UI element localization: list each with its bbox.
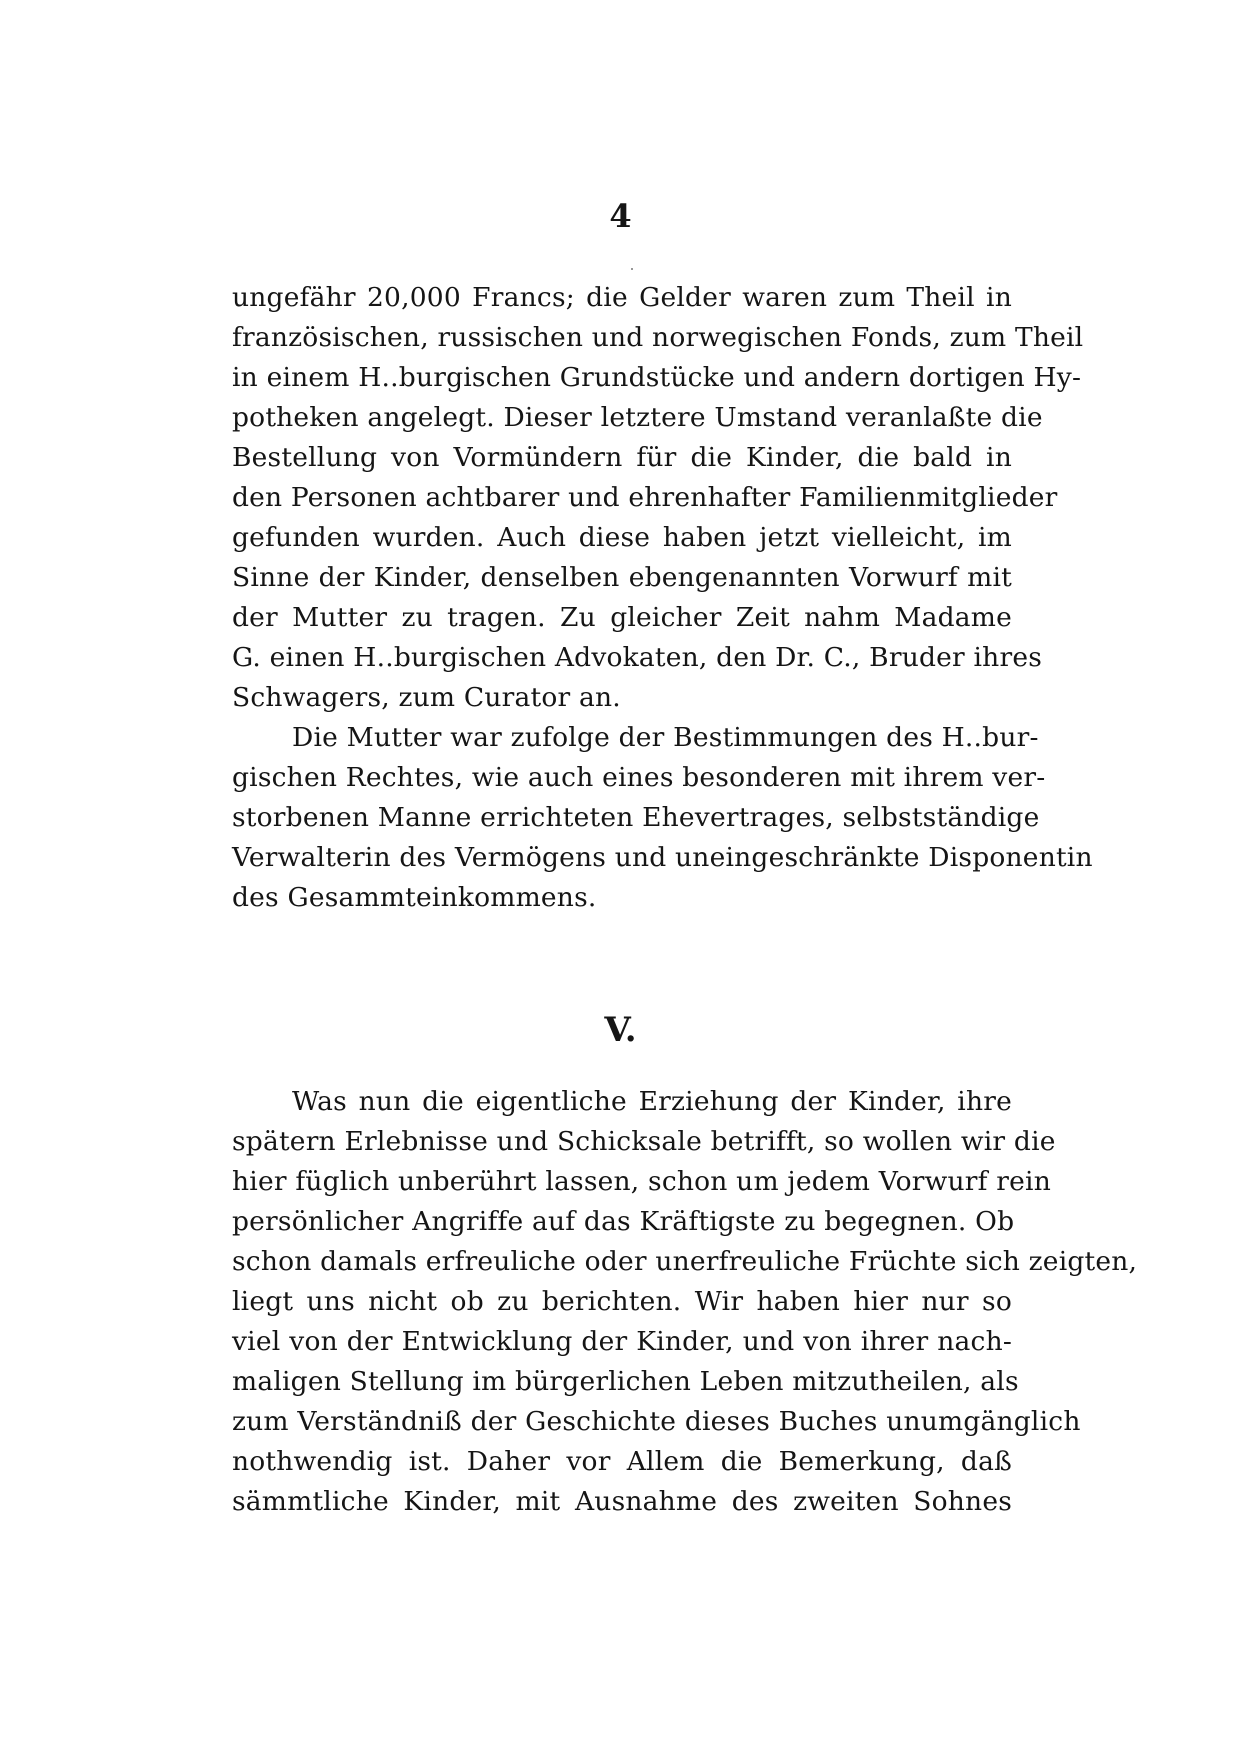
text-line: potheken angelegt. Dieser letztere Umstand veranlaßte die: [232, 402, 1043, 433]
page-number: 4: [609, 197, 632, 235]
text-line: storbenen Manne errichteten Ehevertrages, selbstständige: [232, 802, 1040, 833]
text-line: Sinne der Kinder, denselben ebengenannten Vorwurf mit: [232, 562, 1012, 593]
text-line: hier füglich unberührt lassen, schon um jedem Vorwurf rein: [232, 1166, 1051, 1197]
text-line: G. einen H..burgischen Advokaten, den Dr. C., Bruder ihres: [232, 642, 1043, 673]
text-line: französischen, russischen und norwegischen Fonds, zum Theil: [232, 322, 1084, 353]
text-line: Die Mutter war zufolge der Bestimmungen des H..bur-: [292, 722, 1039, 753]
text-line: zum Verständniß der Geschichte dieses Buches unumgänglich: [232, 1406, 1081, 1437]
speck: [631, 268, 633, 270]
text-line: gischen Rechtes, wie auch eines besonderen mit ihrem ver-: [232, 762, 1046, 793]
text-line: des Gesammteinkommens.: [232, 882, 597, 913]
text-line: Bestellung von Vormündern für die Kinder, die bald in: [232, 442, 1012, 473]
paragraph-block-2: [232, 1082, 1138, 1522]
text-line: spätern Erlebnisse und Schicksale betrifft, so wollen wir die: [232, 1126, 1056, 1157]
paragraph-block-1: [232, 278, 1093, 918]
text-line: sämmtliche Kinder, mit Ausnahme des zweiten Sohnes: [232, 1486, 1012, 1517]
text-line: Was nun die eigentliche Erziehung der Kinder, ihre: [292, 1086, 1012, 1117]
text-line: der Mutter zu tragen. Zu gleicher Zeit nahm Madame: [232, 602, 1012, 633]
text-line: ungefähr 20,000 Francs; die Gelder waren zum Theil in: [232, 282, 1012, 313]
text-line: Verwalterin des Vermögens und uneingeschränkte Disponentin: [232, 842, 1093, 873]
text-line: maligen Stellung im bürgerlichen Leben mitzutheilen, als: [232, 1366, 1019, 1397]
text-line: den Personen achtbarer und ehrenhafter Familienmitglieder: [232, 482, 1058, 513]
text-line: Schwagers, zum Curator an.: [232, 682, 621, 713]
text-line: in einem H..burgischen Grundstücke und andern dortigen Hy-: [232, 362, 1082, 393]
section-heading: V.: [604, 1010, 637, 1050]
text-line: nothwendig ist. Daher vor Allem die Bemerkung, daß: [232, 1446, 1012, 1477]
text-line: schon damals erfreuliche oder unerfreuliche Früchte sich zeigten,: [232, 1246, 1138, 1277]
text-line: persönlicher Angriffe auf das Kräftigste zu begegnen. Ob: [232, 1206, 1015, 1237]
text-line: gefunden wurden. Auch diese haben jetzt vielleicht, im: [232, 522, 1012, 553]
text-line: viel von der Entwicklung der Kinder, und von ihrer nach-: [232, 1326, 1012, 1357]
text-line: liegt uns nicht ob zu berichten. Wir haben hier nur so: [232, 1286, 1012, 1317]
